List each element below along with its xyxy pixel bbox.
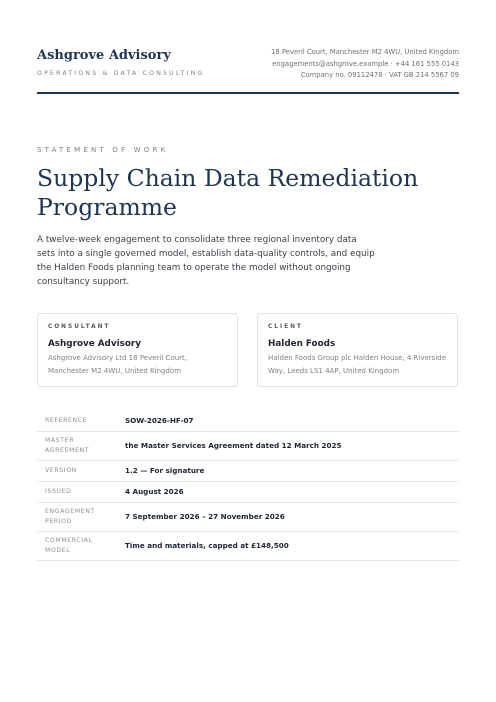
details-key: ENGAGEMENT PERIOD	[45, 508, 95, 525]
client-name: Halden Foods	[268, 339, 336, 349]
details-row-commercial-model	[37, 532, 459, 561]
letterhead	[37, 46, 459, 94]
contact-details: engagements@ashgrove.example · +44 161 555 0143	[272, 59, 459, 68]
document-title: Supply Chain Data Remediation Programme	[37, 164, 419, 221]
consultant-card	[37, 313, 238, 387]
contact-block	[271, 47, 459, 82]
document-summary: A twelve-week engagement to consolidate three regional inventory data sets into a single governed model, establish data-quality controls, and equip the Halden Foods planning team to operate the model without ongoing consultancy support.	[37, 235, 375, 287]
details-key: REFERENCE	[45, 417, 88, 424]
document-type: STATEMENT OF WORK	[37, 146, 169, 154]
consultant-name: Ashgrove Advisory	[48, 339, 141, 349]
details-value: Time and materials, capped at £148,500	[125, 541, 289, 550]
details-value: SOW-2026-HF-07	[125, 416, 194, 425]
brand-name: Ashgrove Advisory	[37, 48, 171, 63]
company-address: 18 Peveril Court, Manchester M2 4WU, United Kingdom	[271, 48, 459, 56]
details-key: ISSUED	[45, 488, 72, 495]
engagement-details-table	[37, 411, 459, 561]
details-row-master-agreement	[37, 432, 459, 461]
details-row-version	[37, 461, 459, 482]
details-value: the Master Services Agreement dated 12 March 2025	[125, 441, 342, 450]
brand-tagline: OPERATIONS & DATA CONSULTING	[37, 70, 205, 77]
details-row-issued	[37, 482, 459, 503]
client-card	[257, 313, 458, 387]
details-key: COMMERCIAL MODEL	[45, 537, 93, 554]
client-address: Halden Foods Group plc Halden House, 4 Riverside Way, Leeds LS1 4AP, United Kingdom	[268, 354, 447, 375]
details-value: 4 August 2026	[125, 487, 184, 496]
consultant-address: Ashgrove Advisory Ltd 18 Peveril Court, Manchester M2 4WU, United Kingdom	[48, 354, 187, 375]
details-value: 7 September 2026 – 27 November 2026	[125, 512, 285, 521]
details-row-reference	[37, 411, 459, 432]
details-value: 1.2 — For signature	[125, 466, 205, 475]
company-registration: Company no. 09112478 · VAT GB 214 5567 09	[300, 71, 459, 79]
details-key: VERSION	[45, 467, 77, 474]
details-key: MASTER AGREEMENT	[45, 437, 90, 454]
client-label: CLIENT	[268, 324, 303, 330]
consultant-label: CONSULTANT	[48, 324, 111, 330]
details-row-engagement-period	[37, 503, 459, 532]
